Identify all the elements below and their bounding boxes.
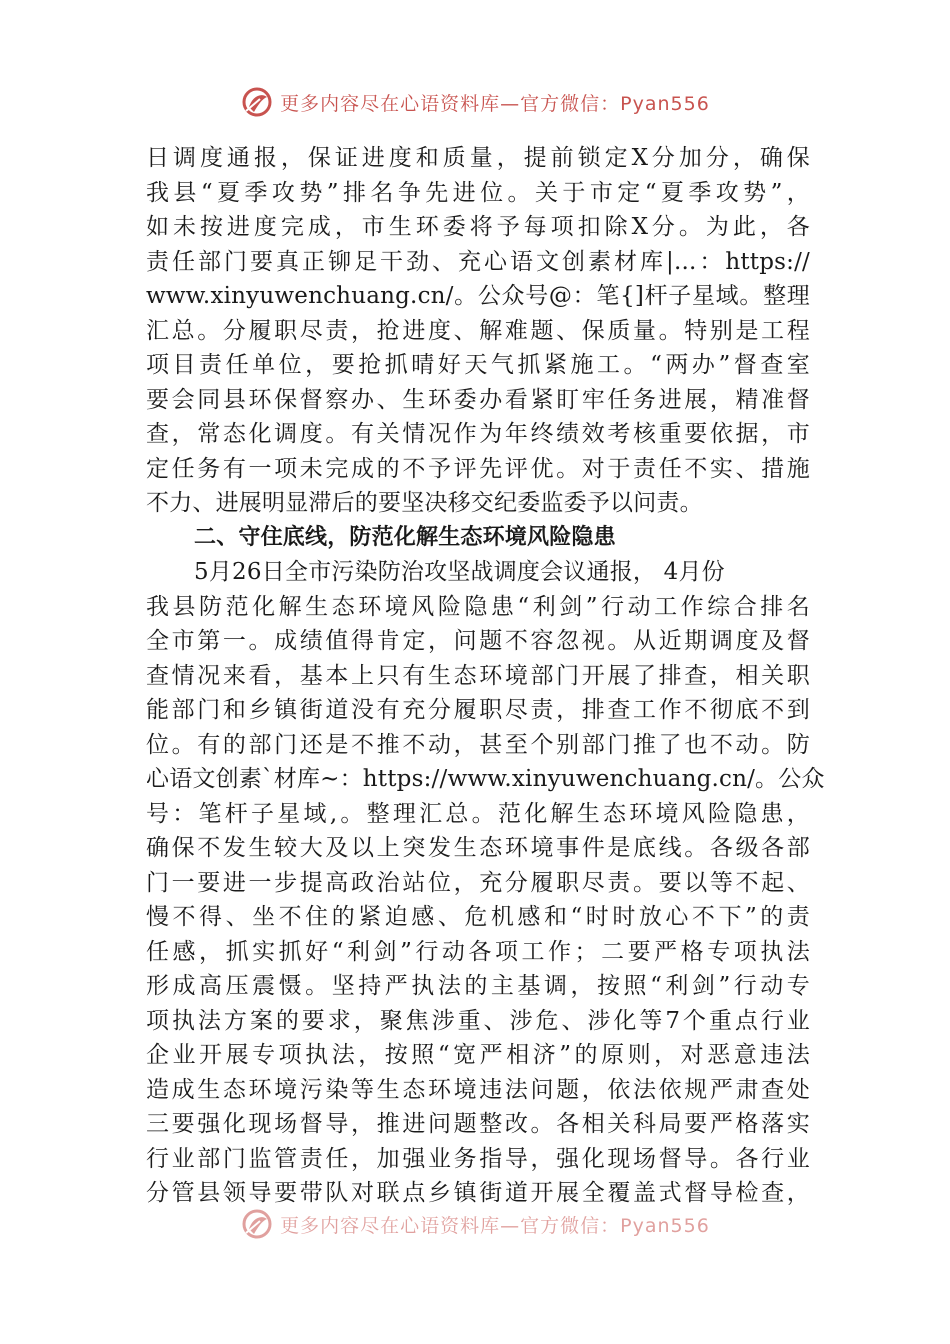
body-line: 责任部门要真正铆足干劲、充心语文创素材库|...：https:// bbox=[146, 248, 810, 275]
body-line: 企业开展专项执法，按照“宽严相济”的原则，对恶意违法 bbox=[146, 1042, 810, 1068]
section-heading: 二、守住底线，防范化解生态环境风险隐患 bbox=[194, 524, 616, 550]
watermark-text: 更多内容尽在心语资料库—官方微信：Pyan556 bbox=[280, 1214, 710, 1237]
body-line: 查，常态化调度。有关情况作为年终绩效考核重要依据，市 bbox=[146, 421, 810, 447]
body-line: 位。有的部门还是不推不动，甚至个别部门推了也不动。防 bbox=[146, 731, 810, 758]
body-line: 定任务有一项未完成的不予评先评优。对于责任不实、措施 bbox=[146, 455, 810, 482]
body-line: 不力、进展明显滞后的要坚决移交纪委监委予以问责。 bbox=[146, 490, 703, 516]
body-line: 造成生态环境污染等生态环境违法问题，依法依规严肃查处 bbox=[146, 1076, 810, 1103]
body-line: 能部门和乡镇街道没有充分履职尽责，排查工作不彻底不到 bbox=[146, 697, 810, 723]
body-line: 查情况来看，基本上只有生态环境部门开展了排查，相关职 bbox=[146, 662, 810, 689]
body-line: 全市第一。成绩值得肯定，问题不容忽视。从近期调度及督 bbox=[146, 628, 810, 654]
watermark-footer bbox=[0, 1204, 950, 1244]
body-line: 汇总。分履职尽责，抢进度、解难题、保质量。特别是工程 bbox=[146, 317, 810, 344]
body-line: 项目责任单位，要抢抓晴好天气抓紧施工。“两办”督查室 bbox=[146, 352, 810, 378]
body-line: 要会同县环保督察办、生环委办看紧盯牢任务进展，精准督 bbox=[146, 386, 810, 413]
body-line: 5月26日全市污染防治攻坚战调度会议通报， 4月份 bbox=[194, 559, 725, 585]
body-line: 门一要进一步提高政治站位，充分履职尽责。要以等不起、 bbox=[146, 869, 810, 896]
watermark-header bbox=[0, 82, 950, 122]
watermark-logo-icon bbox=[240, 85, 274, 119]
body-line: 我县“夏季攻势”排名争先进位。关于市定“夏季攻势”， bbox=[146, 179, 810, 206]
body-line: 三要强化现场督导，推进问题整改。各相关科局要严格落实 bbox=[146, 1111, 810, 1137]
body-line: 慢不得、坐不住的紧迫感、危机感和“时时放心不下”的责 bbox=[146, 904, 810, 930]
body-line: 号：笔杆子星域,。整理汇总。范化解生态环境风险隐患， bbox=[146, 800, 810, 827]
watermark-text: 更多内容尽在心语资料库—官方微信：Pyan556 bbox=[280, 92, 710, 115]
body-line: 任感，抓实抓好“利剑”行动各项工作；二要严格专项执法 bbox=[146, 938, 810, 965]
body-line: 我县防范化解生态环境风险隐患“利剑”行动工作综合排名 bbox=[146, 593, 810, 620]
body-line: 日调度通报，保证进度和质量，提前锁定X分加分，确保 bbox=[146, 145, 810, 171]
body-line: 项执法方案的要求，聚焦涉重、涉危、涉化等7个重点行业 bbox=[146, 1007, 810, 1034]
body-line: 形成高压震慑。坚持严执法的主基调，按照“利剑”行动专 bbox=[146, 973, 810, 999]
watermark-logo-icon bbox=[240, 1207, 274, 1241]
document-body bbox=[146, 141, 825, 1211]
body-line: 心语文创素`材库~：https://www.xinyuwenchuang.cn/。公众 bbox=[146, 766, 825, 792]
body-line: www.xinyuwenchuang.cn/。公众号@：笔{]杆子星域。整理 bbox=[146, 283, 810, 309]
body-line: 确保不发生较大及以上突发生态环境事件是底线。各级各部 bbox=[146, 835, 810, 861]
body-line: 行业部门监管责任，加强业务指导，强化现场督导。各行业 bbox=[146, 1145, 810, 1172]
body-line: 如未按进度完成，市生环委将予每项扣除X分。为此，各 bbox=[146, 214, 810, 240]
body-line: 分管县领导要带队对联点乡镇街道开展全覆盖式督导检查， bbox=[146, 1180, 810, 1206]
